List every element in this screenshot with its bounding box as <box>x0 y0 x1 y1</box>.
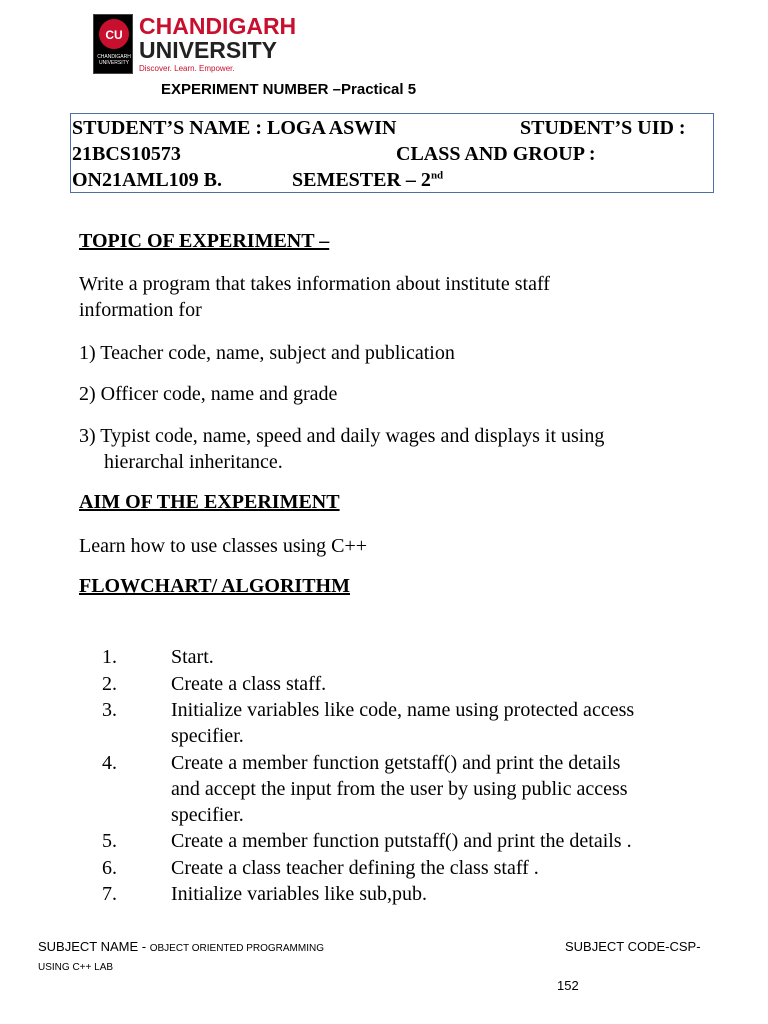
aim-text: Learn how to use classes using C++ <box>79 535 368 557</box>
university-logo <box>93 13 297 76</box>
step-text: Initialize variables like code, name using protected access <box>171 699 635 721</box>
topic-item-3-line2: hierarchal inheritance. <box>104 451 283 473</box>
student-name: STUDENT’S NAME : LOGA ASWIN <box>72 117 397 139</box>
step-number: 5. <box>102 830 117 852</box>
footer-subject-name-cont: USING C++ LAB <box>38 962 114 973</box>
topic-intro-line2: information for <box>79 299 202 321</box>
step-number: 1. <box>102 646 117 668</box>
step-text: Create a class teacher defining the class staff . <box>171 856 539 879</box>
student-info-box <box>70 113 714 193</box>
step-text: specifier. <box>171 725 244 747</box>
step-text: specifier. <box>171 803 244 826</box>
class-group-value: ON21AML109 B. <box>72 169 222 191</box>
topic-item-1: 1) Teacher code, name, subject and publication <box>79 342 455 364</box>
student-uid-value: 21BCS10573 <box>72 143 181 165</box>
step-text: and accept the input from the user by using public access <box>171 777 628 800</box>
cu-emblem-icon: CU CHANDIGARH UNIVERSITY <box>93 14 133 74</box>
topic-intro-line1: Write a program that takes information about institute staff <box>79 273 550 295</box>
step-number: 3. <box>102 699 117 721</box>
class-group-label: CLASS AND GROUP : <box>396 143 596 165</box>
step-text: Create a member function putstaff() and print the details . <box>171 830 632 852</box>
aim-heading: AIM OF THE EXPERIMENT <box>79 491 340 513</box>
step-number: 2. <box>102 672 117 695</box>
page-number: 152 <box>557 978 579 993</box>
logo-wordmark: CHANDIGARH UNIVERSITY <box>139 13 297 63</box>
step-number: 7. <box>102 883 117 905</box>
step-text: Start. <box>171 646 214 668</box>
step-number: 6. <box>102 856 117 879</box>
topic-item-3-line1: 3) Typist code, name, speed and daily wages and displays it using <box>79 425 605 447</box>
student-uid-label: STUDENT’S UID : <box>520 117 686 139</box>
step-number: 4. <box>102 751 117 774</box>
topic-item-2: 2) Officer code, name and grade <box>79 383 338 405</box>
experiment-number: EXPERIMENT NUMBER –Practical 5 <box>161 81 417 98</box>
semester: SEMESTER – 2nd <box>292 169 444 191</box>
logo-tagline: Discover. Learn. Empower. <box>139 64 235 73</box>
footer-subject-name: SUBJECT NAME - OBJECT ORIENTED PROGRAMMING <box>38 939 324 954</box>
step-text: Create a member function getstaff() and print the details <box>171 751 621 774</box>
step-text: Initialize variables like sub,pub. <box>171 883 428 905</box>
algorithm-heading: FLOWCHART/ ALGORITHM <box>79 575 350 597</box>
topic-heading: TOPIC OF EXPERIMENT – <box>79 230 330 252</box>
step-text: Create a class staff. <box>171 672 327 695</box>
footer-subject-code: SUBJECT CODE-CSP- <box>565 939 701 954</box>
